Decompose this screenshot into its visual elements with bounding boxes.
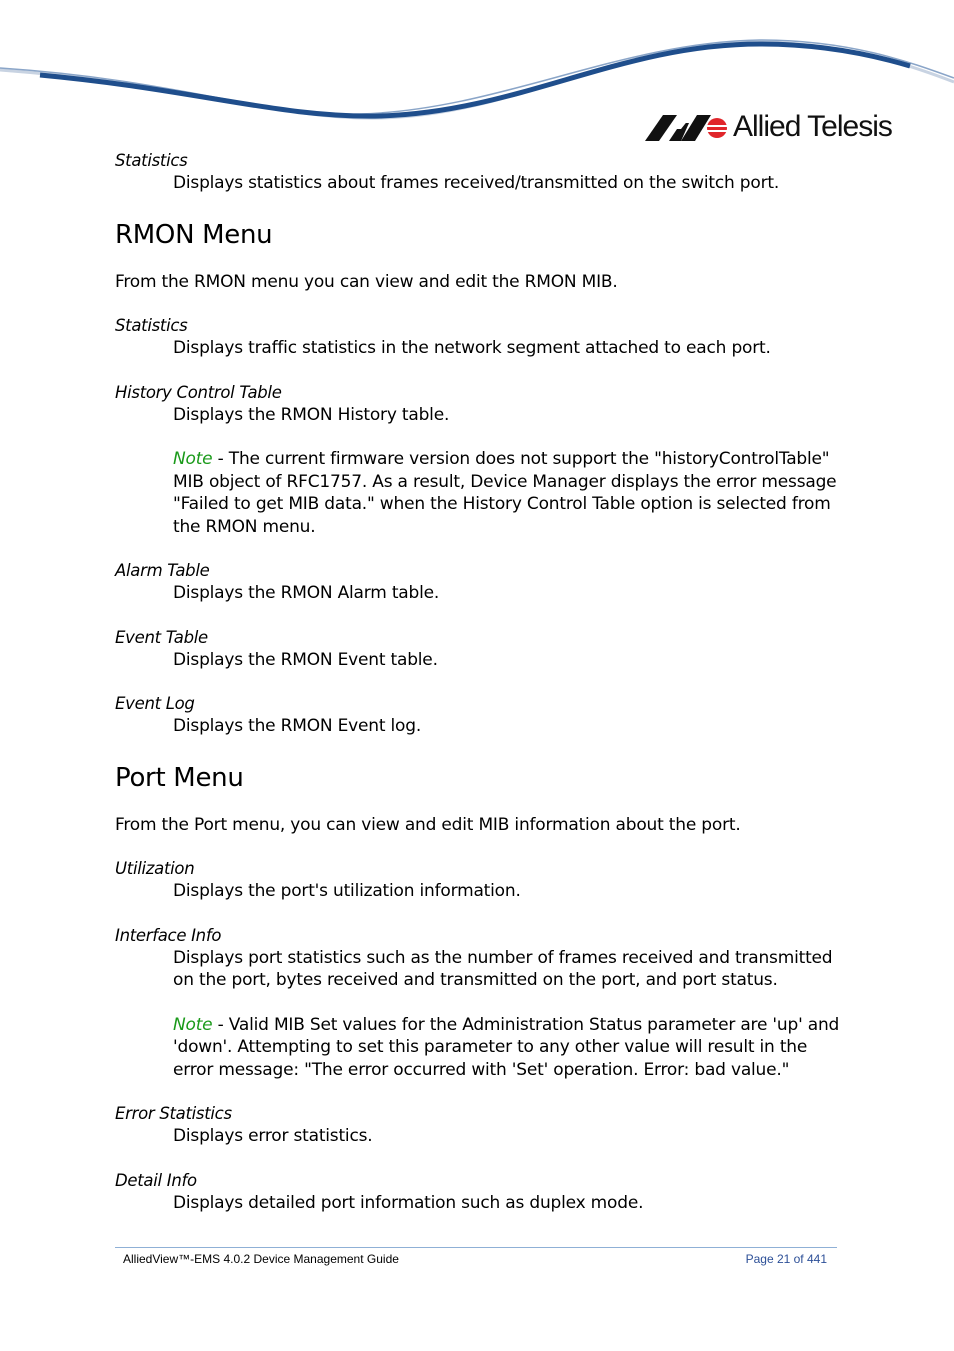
desc-detail-info: Displays detailed port information such as duplex mode. — [173, 1192, 644, 1213]
note-label: Note — [173, 1014, 213, 1035]
footer-document-title: AlliedView™-EMS 4.0.2 Device Management Guide — [123, 1252, 399, 1266]
note-text: - The current firmware version does not support the "historyControlTable" MIB object of RFC1757. As a result, Device Manager displays the error message "Failed to get MIB data." when the History Control Table option is selected from the RMON menu. — [173, 449, 837, 537]
desc-event-table: Displays the RMON Event table. — [173, 649, 438, 670]
desc-history-control-table: Displays the RMON History table. — [173, 404, 450, 425]
page-content — [115, 150, 845, 1214]
desc-interface-info: Displays port statistics such as the number of frames received and transmitted on the port, bytes received and transmitted on the port, and port status. — [173, 947, 833, 990]
note-label: Note — [173, 449, 213, 469]
desc-alarm-table: Displays the RMON Alarm table. — [173, 583, 440, 603]
desc-statistics: Displays statistics about frames received/transmitted on the switch port. — [173, 173, 780, 193]
term-event-log: Event Log — [115, 694, 195, 713]
rmon-note — [173, 448, 845, 538]
desc-utilization: Displays the port's utilization information. — [173, 881, 521, 901]
term-alarm-table: Alarm Table — [115, 561, 210, 580]
term-history-control-table: History Control Table — [115, 382, 282, 402]
logo-mark-icon — [645, 115, 729, 141]
term-rmon-statistics: Statistics — [115, 316, 188, 335]
logo-text: Allied Telesis — [733, 110, 892, 143]
footer-page-number: Page 21 of 441 — [745, 1252, 827, 1266]
term-detail-info: Detail Info — [115, 1170, 197, 1190]
term-error-statistics: Error Statistics — [115, 1104, 232, 1123]
port-note — [173, 1014, 845, 1082]
rmon-menu-heading: RMON Menu — [115, 219, 273, 250]
rmon-intro: From the RMON menu you can view and edit the RMON MIB. — [115, 271, 618, 292]
term-event-table: Event Table — [115, 627, 208, 647]
port-intro: From the Port menu, you can view and edit MIB information about the port. — [115, 814, 741, 835]
note-text: - Valid MIB Set values for the Administration Status parameter are 'up' and 'down'. Attempting to set this parameter to any other value will result in the error message: "The error occurred with 'Set' operation. Error: bad value." — [173, 1014, 840, 1080]
port-menu-heading: Port Menu — [115, 762, 244, 793]
desc-rmon-statistics: Displays traffic statistics in the network segment attached to each port. — [173, 338, 771, 358]
desc-event-log: Displays the RMON Event log. — [173, 716, 422, 736]
desc-error-statistics: Displays error statistics. — [173, 1126, 373, 1146]
term-interface-info: Interface Info — [115, 925, 222, 945]
term-statistics: Statistics — [115, 151, 188, 170]
footer-divider — [115, 1247, 837, 1248]
allied-telesis-logo — [645, 110, 905, 144]
term-utilization: Utilization — [115, 859, 195, 878]
